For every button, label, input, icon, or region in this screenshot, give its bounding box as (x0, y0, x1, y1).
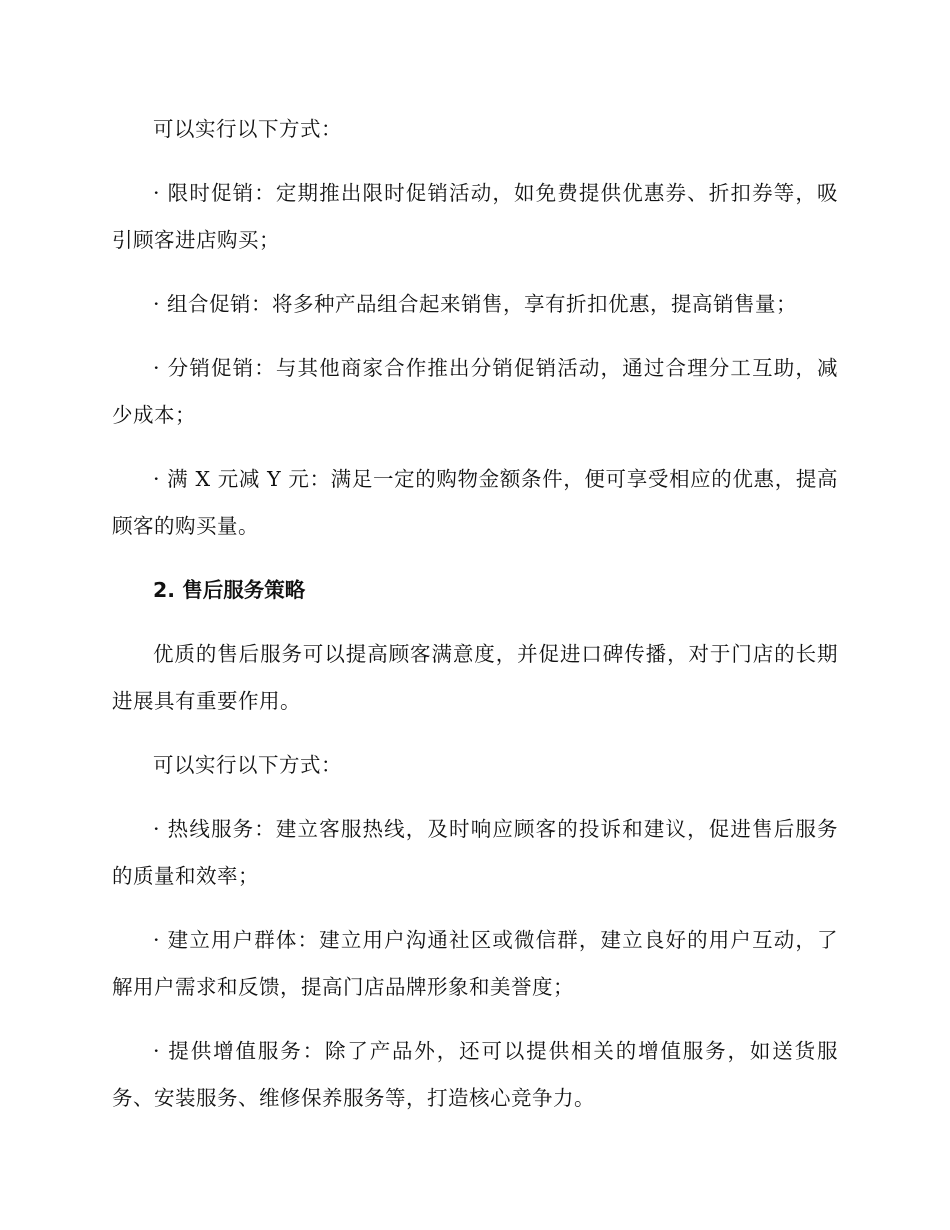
intro-ways-1: 可以实行以下方式： (153, 117, 342, 141)
bullet-value-added-service: · 提供增值服务：除了产品外，还可以提供相关的增值服务，如送货服务、安装服务、维修保养服务等，打造核心竞争力。 (112, 1039, 838, 1110)
bullet-distribution-promotion: · 分销促销：与其他商家合作推出分销促销活动，通过合理分工互助，减少成本； (112, 356, 838, 427)
bullet-user-community: · 建立用户群体：建立用户沟通社区或微信群，建立良好的用户互动，了解用户需求和反馈，提高门店品牌形象和美誉度； (112, 928, 838, 999)
bullet-limited-time-promotion: · 限时促销：定期推出限时促销活动，如免费提供优惠券、折扣券等，吸引顾客进店购买； (112, 181, 838, 252)
after-sales-intro: 优质的售后服务可以提高顾客满意度，并促进口碑传播，对于门店的长期进展具有重要作用。 (112, 642, 838, 713)
intro-ways-2: 可以实行以下方式： (153, 753, 342, 777)
section-heading-after-sales: 2. 售后服务策略 (153, 578, 306, 602)
bullet-hotline-service: · 热线服务：建立客服热线，及时响应顾客的投诉和建议，促进售后服务的质量和效率； (112, 817, 838, 888)
document-body (112, 106, 838, 1139)
bullet-bundle-promotion: · 组合促销：将多种产品组合起来销售，享有折扣优惠，提高销售量； (153, 292, 798, 316)
bullet-spend-discount: · 满 X 元减 Y 元：满足一定的购物金额条件，便可享受相应的优惠，提高顾客的购买量。 (112, 467, 838, 538)
